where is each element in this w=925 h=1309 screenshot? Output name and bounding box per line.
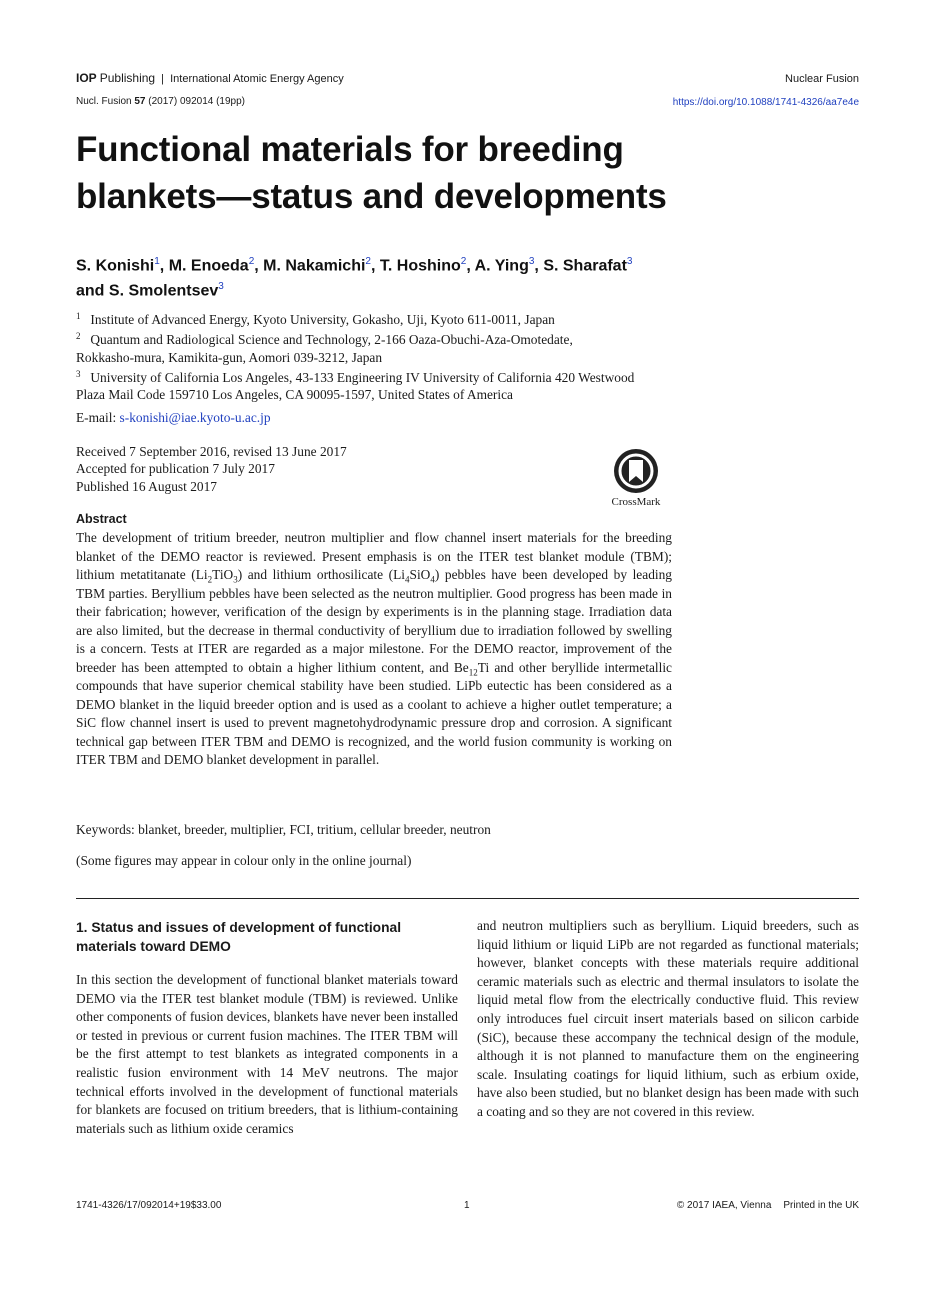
subscript: 3 xyxy=(233,574,238,585)
accepted-date: Accepted for publication 7 July 2017 xyxy=(76,461,275,477)
section-heading-line-2: materials toward DEMO xyxy=(76,939,231,954)
affiliation-text: University of California Los Angeles, 43-133 Engineering IV University of California 420 Westwood xyxy=(90,369,635,385)
abstract-text: ) pebbles have been developed by leading TBM parties. Beryllium pebbles have been selected as the neutron multiplier. Good progress has been made in their fabrication; however, verification of the design by experiments is in the planning stage. Irradiation data are also limited, but the decrease in thermal conductivity of beryllium due to irradiation followed by swelling is a concern. Tests at ITER are regarded as a major milestone. For the DEMO reactor, improvement of the breeder has been attempted to obtain a higher lithium content, and Be xyxy=(76,567,672,675)
subscript: 2 xyxy=(207,574,213,585)
abstract-heading: Abstract xyxy=(76,512,127,526)
author-separator: , xyxy=(370,257,380,275)
crossmark-icon xyxy=(612,447,660,495)
author-list xyxy=(76,251,866,302)
email-label: E-mail: xyxy=(76,410,117,425)
affiliation-item xyxy=(76,308,716,328)
body-column-left: In this section the development of functional blanket materials toward DEMO via the ITER test blanket module (TBM) is reviewed. Unlike other components of fusion devices, blankets have never been installed or tested in previous or current fusion machines. The ITER TBM will be the first attempt to test blankets as integrated components in a realistic fusion environment with 14 MeV neutrons. The major technical efforts involved in the development of functional materials for blankets are focused on tritium breeders, that is lithium-containing materials such as lithium oxide ceramics xyxy=(76,972,458,1136)
header-separator: | xyxy=(161,73,165,85)
author-affiliation-ref[interactable]: 2 xyxy=(460,256,467,267)
author-name[interactable]: T. Hoshino xyxy=(379,257,461,275)
colour-note: (Some figures may appear in colour only in the online journal) xyxy=(76,853,412,868)
crossmark-label: CrossMark xyxy=(611,496,661,508)
subscript: 4 xyxy=(405,574,410,585)
author-separator: , xyxy=(534,257,544,275)
abstract-body xyxy=(76,529,672,770)
published-date: Published 16 August 2017 xyxy=(76,478,217,494)
affiliations xyxy=(76,308,716,403)
author-affiliation-ref[interactable]: 3 xyxy=(218,281,224,293)
author-affiliation-ref[interactable]: 3 xyxy=(626,256,633,267)
journal-name: Nuclear Fusion xyxy=(785,73,859,85)
affiliation-item xyxy=(76,366,716,386)
affiliation-continuation: Rokkasho-mura, Kamikita-gun, Aomori 039-3212, Japan xyxy=(76,349,383,365)
citation-suffix: (2017) 092014 (19pp) xyxy=(148,96,246,107)
author-name[interactable]: M. Enoeda xyxy=(168,257,249,275)
publishing-word: Publishing xyxy=(99,71,156,85)
citation-prefix: Nucl. Fusion xyxy=(76,96,132,107)
author-name[interactable]: M. Nakamichi xyxy=(263,257,366,275)
affiliation-text: Quantum and Radiological Science and Technology, 2-166 Oaza-Obuchi-Aza-Omotedate, xyxy=(90,332,573,348)
author-affiliation-ref[interactable]: 2 xyxy=(248,256,255,267)
affiliation-item xyxy=(76,328,716,348)
subscript: 4 xyxy=(430,574,435,585)
agency-name: International Atomic Energy Agency xyxy=(170,73,344,85)
section-heading-line-1: 1. Status and issues of development of functional xyxy=(76,920,402,935)
author-affiliation-ref[interactable]: 1 xyxy=(154,256,160,267)
author-name[interactable]: and S. Smolentsev xyxy=(76,282,219,300)
body-column-right: and neutron multipliers such as beryllium. Liquid breeders, such as liquid lithium or liquid LiPb are not regarded as functional materials; however, blanket concepts with these materials require additional ceramic materials such as electric and thermal insulators to isolate the liquid metal flow from the electrically conductive fluid. This review only introduces fuel circuit insert materials based on silicon carbide (SiC), because these accompany the technical design of the module, although it is not planned to manufacture them on the engineering scale. Insulating coatings for liquid lithium, such as erbium oxide, have also been studied, but no blanket design has been made with such a coating and so they are not covered in this review. xyxy=(477,918,859,1119)
affiliation-continuation: Plaza Mail Code 159710 Los Angeles, CA 90095-1597, United States of America xyxy=(76,387,513,403)
abstract-text: Ti and other beryllide intermetallic compounds that have superior chemical stability have been studied. LiPb eutectic has been considered as a DEMO blanket in the liquid breeder option and is used as a coolant to achieve a higher outlet temperature; a SiC flow channel insert is used to prevent magnetohydrodynamic pressure drop and corrosion. A significant technical gap between ITER TBM and DEMO is recognized, and the world fusion community is working on ITER TBM and DEMO blanket development in parallel. xyxy=(76,659,672,767)
footer-issn: 1741-4326/17/092014+19$33.00 xyxy=(76,1200,222,1211)
section-divider xyxy=(76,898,859,899)
abstract-text: SiO xyxy=(409,567,431,582)
copyright-text: © 2017 IAEA, Vienna xyxy=(676,1200,772,1211)
footer-copyright xyxy=(677,1200,859,1211)
printed-text: Printed in the UK xyxy=(783,1200,859,1211)
author-affiliation-ref[interactable]: 3 xyxy=(528,256,535,267)
author-name[interactable]: S. Sharafat xyxy=(543,257,627,275)
author-affiliation-ref[interactable]: 2 xyxy=(365,256,371,267)
doi-link[interactable]: https://doi.org/10.1088/1741-4326/aa7e4e xyxy=(672,97,859,108)
affiliation-number: 2 xyxy=(76,331,81,342)
abstract-text: ) and lithium orthosilicate (Li xyxy=(237,567,406,582)
iop-logo: IOP xyxy=(76,71,97,85)
email-line xyxy=(76,410,271,426)
abstract-text: TiO xyxy=(212,567,234,582)
crossmark-badge[interactable] xyxy=(606,447,666,508)
author-name[interactable]: S. Konishi xyxy=(76,257,155,275)
received-date: Received 7 September 2016, revised 13 June 2017 xyxy=(76,444,347,459)
author-separator: , xyxy=(159,257,169,275)
affiliation-text: Institute of Advanced Energy, Kyoto University, Gokasho, Uji, Kyoto 611-0011, Japan xyxy=(90,312,555,327)
title-line-1: Functional materials for breeding xyxy=(76,130,624,169)
author-name[interactable]: A. Ying xyxy=(474,257,529,275)
publisher-line xyxy=(76,71,344,86)
article-title xyxy=(76,126,856,220)
citation-volume: 57 xyxy=(134,96,146,107)
citation xyxy=(76,96,245,107)
email-link[interactable]: s-konishi@iae.kyoto-u.ac.jp xyxy=(119,410,271,425)
keywords: Keywords: blanket, breeder, multiplier, FCI, tritium, cellular breeder, neutron xyxy=(76,822,491,837)
page-number: 1 xyxy=(464,1200,470,1211)
title-line-2: blankets—status and developments xyxy=(76,177,667,216)
affiliation-number: 1 xyxy=(76,311,81,321)
abstract-text: The development of tritium breeder, neutron multiplier and flow channel insert materials for the breeding blanket of the DEMO reactor is reviewed. Present emphasis is on the ITER test blanket module (TBM); lithium metatitanate (Li xyxy=(76,530,672,582)
author-separator: , xyxy=(254,257,264,275)
author-separator: , xyxy=(466,257,475,275)
affiliation-number: 3 xyxy=(76,368,81,379)
subscript: 12 xyxy=(468,667,478,678)
section-heading xyxy=(76,918,461,956)
publication-dates xyxy=(76,443,347,495)
